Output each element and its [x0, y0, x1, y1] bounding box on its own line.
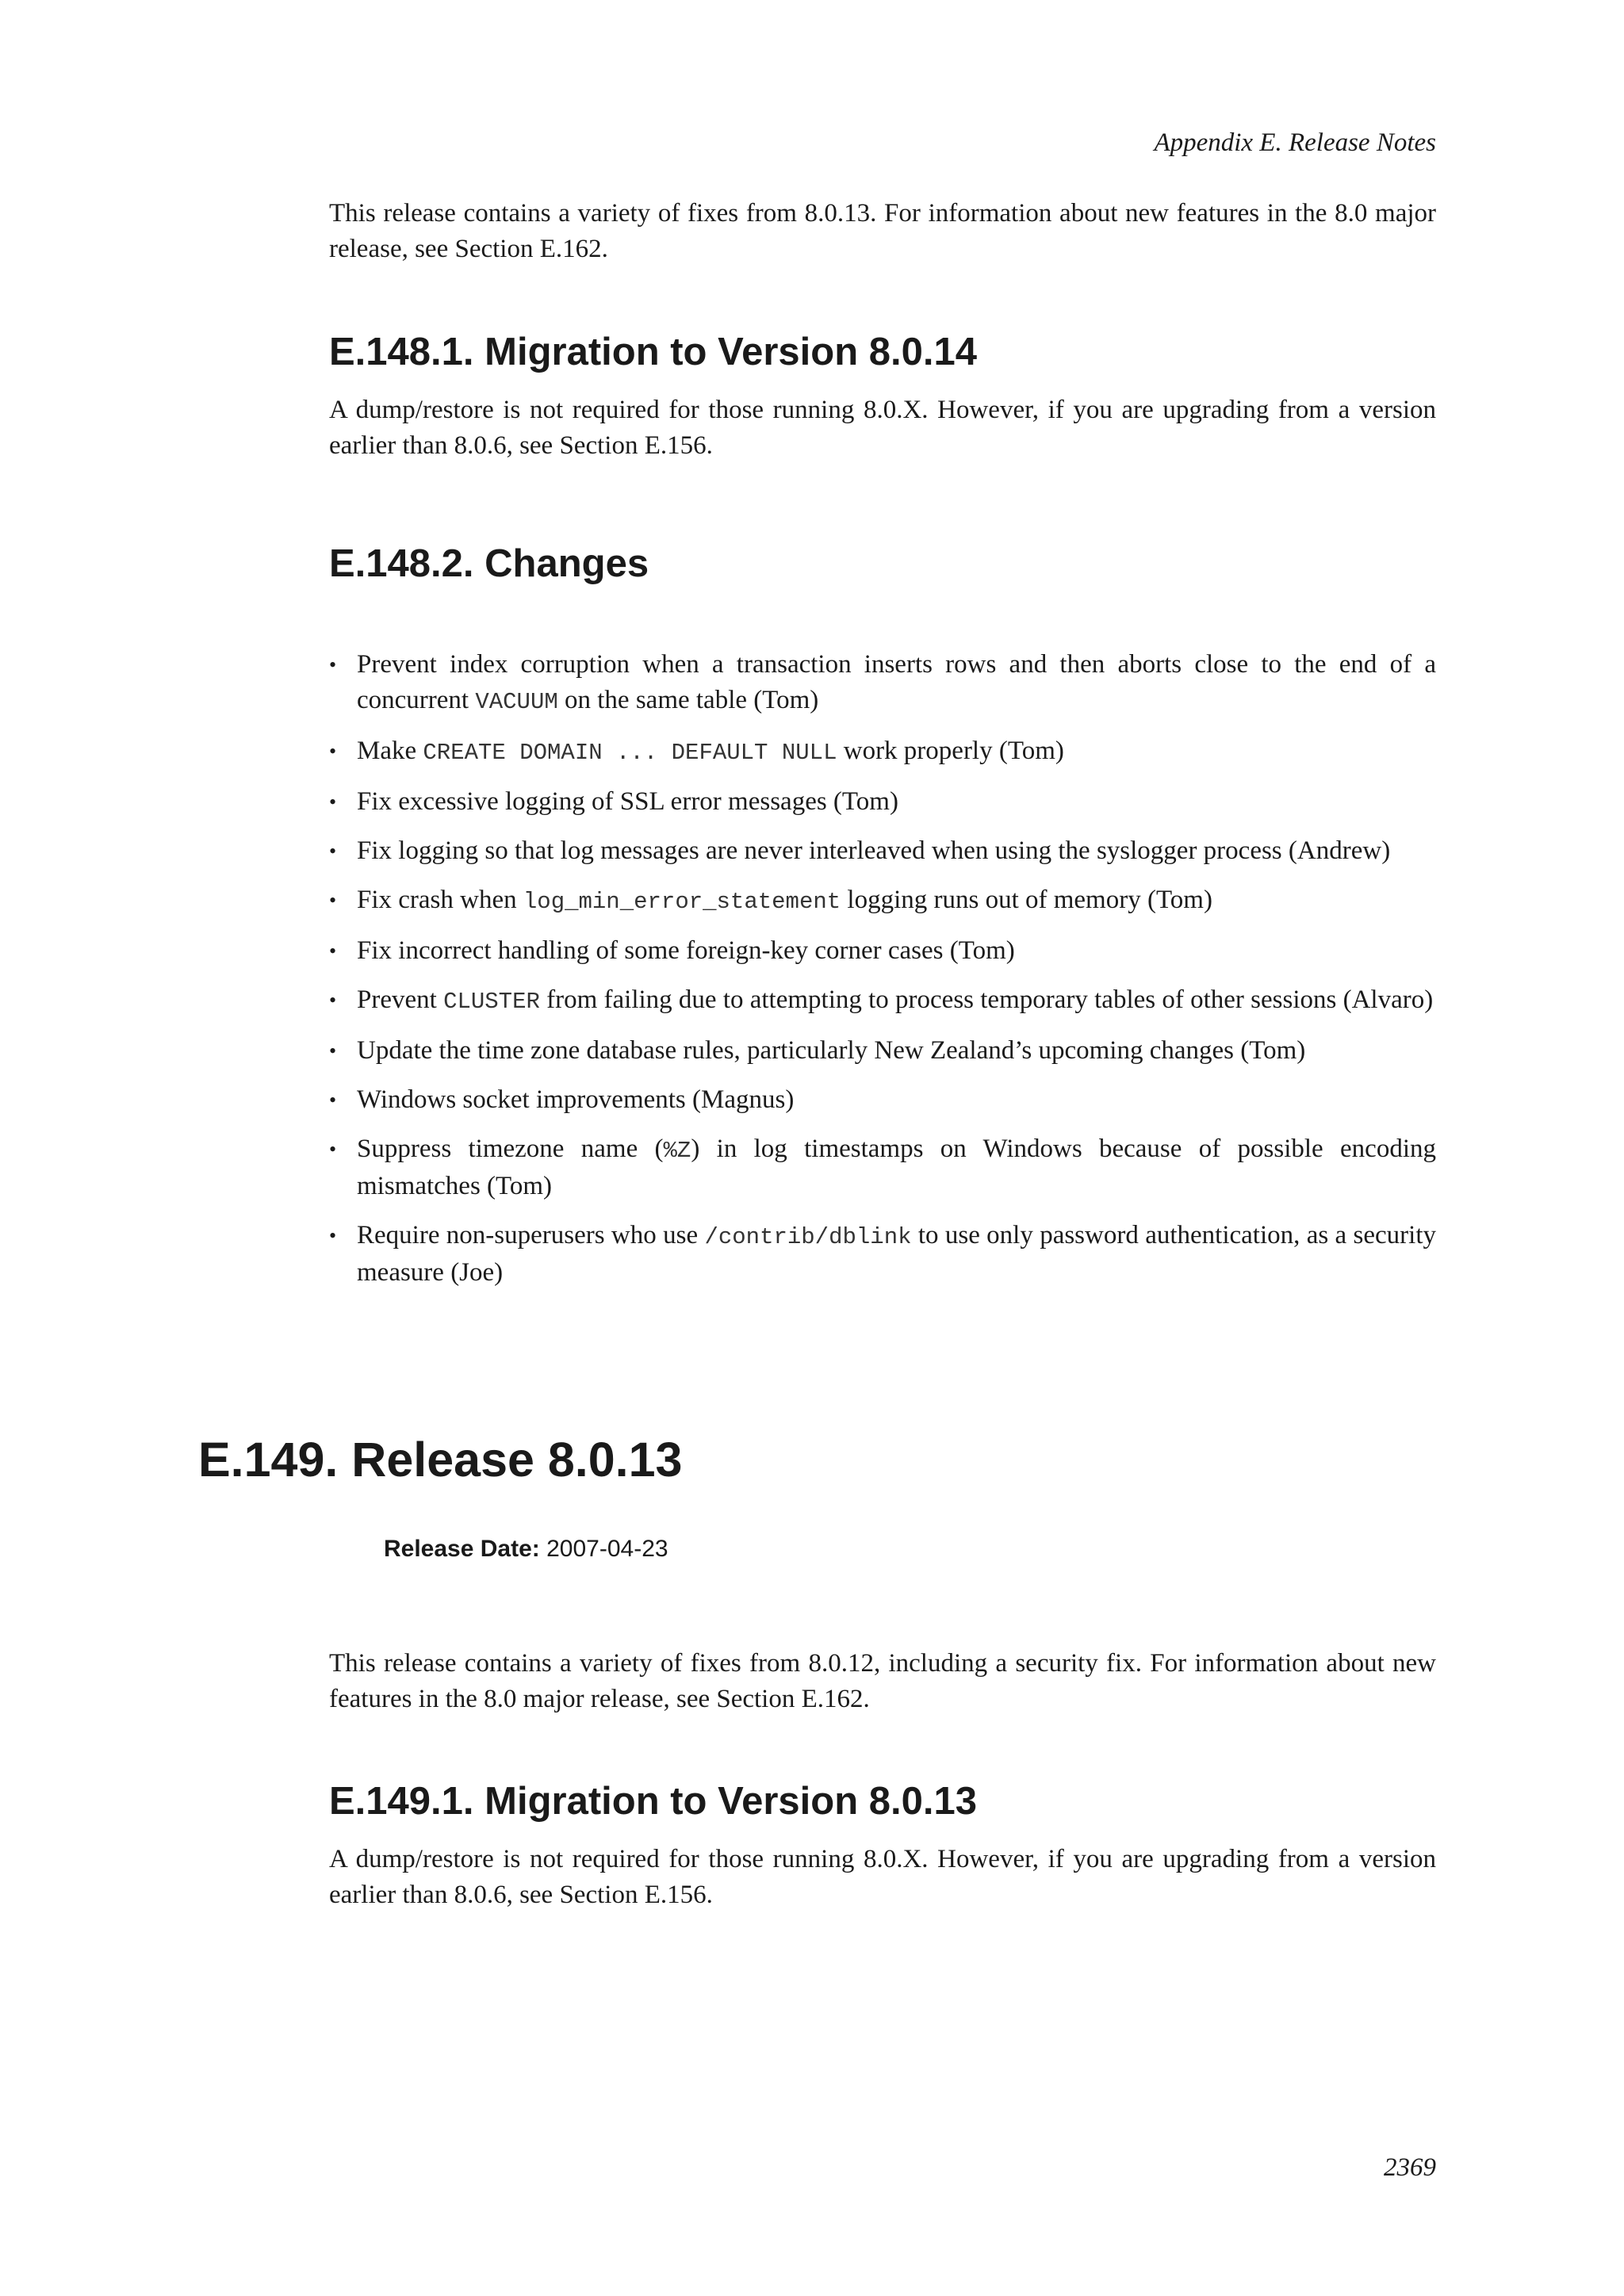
page-number: 2369 — [1384, 2153, 1436, 2182]
changes-list — [329, 647, 1436, 1304]
list-item: • Fix excessive logging of SSL error messages (Tom) — [329, 787, 898, 816]
running-header: Appendix E. Release Notes — [1154, 128, 1436, 157]
heading-release-8-0-13: E.149. Release 8.0.13 — [198, 1433, 683, 1487]
list-item: • Prevent index corruption when a transaction inserts rows and then aborts close to the end of a concurrent VACUUM on the same table (Tom) — [329, 650, 1436, 715]
heading-migration-8-0-13: E.149.1. Migration to Version 8.0.13 — [329, 1780, 977, 1823]
release-intro-8-0-14: This release contains a variety of fixes from 8.0.13. For information about new features in the 8.0 major release, see Section E.162. — [329, 199, 1436, 263]
migration-text-8-0-14: A dump/restore is not required for those running 8.0.X. However, if you are upgrading from a version earlier than 8.0.6, see Section E.156. — [329, 396, 1436, 460]
release-date — [384, 1533, 668, 1565]
list-item: • Suppress timezone name (%Z) in log timestamps on Windows because of possible encoding mismatches (Tom) — [329, 1135, 1436, 1200]
release-date-value: 2007-04-23 — [546, 1536, 668, 1562]
migration-text-8-0-13: A dump/restore is not required for those running 8.0.X. However, if you are upgrading from a version earlier than 8.0.6, see Section E.156. — [329, 1845, 1436, 1909]
list-item: • Update the time zone database rules, particularly New Zealand’s upcoming changes (Tom) — [329, 1036, 1306, 1065]
list-item: • Fix incorrect handling of some foreign-key corner cases (Tom) — [329, 936, 1015, 965]
list-item: • Require non-superusers who use /contrib/dblink to use only password authentication, as a security measure (Joe) — [329, 1221, 1436, 1287]
list-item: • Prevent CLUSTER from failing due to attempting to process temporary tables of other sessions (Alvaro) — [329, 985, 1434, 1015]
list-item: • Windows socket improvements (Magnus) — [329, 1085, 795, 1114]
release-intro-8-0-13: This release contains a variety of fixes from 8.0.12, including a security fix. For information about new features in the 8.0 major release, see Section E.162. — [329, 1649, 1436, 1713]
list-item: • Make CREATE DOMAIN ... DEFAULT NULL work properly (Tom) — [329, 737, 1064, 766]
list-item: • Fix logging so that log messages are never interleaved when using the syslogger process (Andrew) — [329, 836, 1391, 865]
heading-changes-8-0-14: E.148.2. Changes — [329, 542, 649, 585]
release-date-label: Release Date: — [384, 1536, 540, 1562]
heading-migration-8-0-14: E.148.1. Migration to Version 8.0.14 — [329, 331, 977, 373]
list-item: • Fix crash when log_min_error_statement logging runs out of memory (Tom) — [329, 886, 1212, 915]
